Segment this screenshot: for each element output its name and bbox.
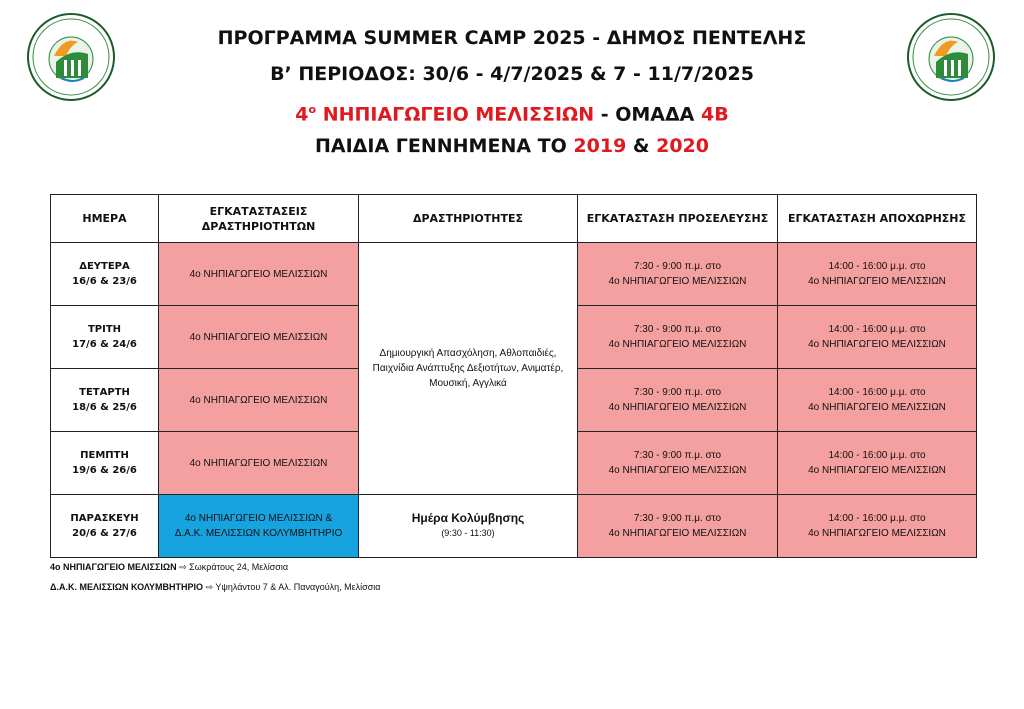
- facility-cell: 4ο ΝΗΠΙΑΓΩΓΕΙΟ ΜΕΛΙΣΣΙΩΝ: [159, 306, 359, 369]
- title-line-3: $4^o$ ΝΗΠΙΑΓΩΓΕΙΟ ΜΕΛΙΣΣΙΩΝ - ΟΜΑΔΑ 4Β: [295, 103, 729, 126]
- table-row: [51, 495, 977, 558]
- arrival-cell: 7:30 - 9:00 π.μ. στο 4ο ΝΗΠΙΑΓΩΓΕΙΟ ΜΕΛΙΣΣΙΩΝ: [578, 495, 778, 558]
- day-cell: ΤΕΤΑΡΤΗ 18/6 & 25/6: [51, 369, 159, 432]
- day-cell: ΔΕΥΤΕΡΑ 16/6 & 23/6: [51, 243, 159, 306]
- arrival-cell: 7:30 - 9:00 π.μ. στο 4ο ΝΗΠΙΑΓΩΓΕΙΟ ΜΕΛΙΣΣΙΩΝ: [578, 432, 778, 495]
- departure-cell: 14:00 - 16:00 μ.μ. στο 4ο ΝΗΠΙΑΓΩΓΕΙΟ ΜΕΛΙΣΣΙΩΝ: [778, 495, 977, 558]
- day-cell: ΤΡΙΤΗ 17/6 & 24/6: [51, 306, 159, 369]
- note-line: 4ο ΝΗΠΙΑΓΩΓΕΙΟ ΜΕΛΙΣΣΙΩΝ ⇨ Σωκράτους 24, Μελίσσια: [50, 562, 289, 572]
- header-facilities: ΕΓΚΑΤΑΣΤΑΣΕΙΣ ΔΡΑΣΤΗΡΙΟΤΗΤΩΝ: [159, 195, 359, 243]
- departure-cell: 14:00 - 16:00 μ.μ. στο 4ο ΝΗΠΙΑΓΩΓΕΙΟ ΜΕΛΙΣΣΙΩΝ: [778, 369, 977, 432]
- arrival-cell: 7:30 - 9:00 π.μ. στο 4ο ΝΗΠΙΑΓΩΓΕΙΟ ΜΕΛΙΣΣΙΩΝ: [578, 243, 778, 306]
- departure-cell: 14:00 - 16:00 μ.μ. στο 4ο ΝΗΠΙΑΓΩΓΕΙΟ ΜΕΛΙΣΣΙΩΝ: [778, 306, 977, 369]
- note-line: Δ.Α.Κ. ΜΕΛΙΣΣΙΩΝ ΚΟΛΥΜΒΗΤΗΡΙΟ ⇨ Υψηλάντου 7 & Αλ. Παναγούλη, Μελίσσια: [50, 582, 381, 592]
- day-cell: ΠΕΜΠΤΗ 19/6 & 26/6: [51, 432, 159, 495]
- arrival-cell: 7:30 - 9:00 π.μ. στο 4ο ΝΗΠΙΑΓΩΓΕΙΟ ΜΕΛΙΣΣΙΩΝ: [578, 369, 778, 432]
- facility-cell: 4ο ΝΗΠΙΑΓΩΓΕΙΟ ΜΕΛΙΣΣΙΩΝ: [159, 432, 359, 495]
- facility-cell: 4ο ΝΗΠΙΑΓΩΓΕΙΟ ΜΕΛΙΣΣΙΩΝ: [159, 369, 359, 432]
- facility-cell: 4ο ΝΗΠΙΑΓΩΓΕΙΟ ΜΕΛΙΣΣΙΩΝ: [159, 243, 359, 306]
- arrow-right-icon: ⇨: [179, 562, 187, 572]
- table-row: [51, 243, 977, 306]
- departure-cell: 14:00 - 16:00 μ.μ. στο 4ο ΝΗΠΙΑΓΩΓΕΙΟ ΜΕΛΙΣΣΙΩΝ: [778, 432, 977, 495]
- address-notes: [50, 557, 380, 597]
- header-arrival: ΕΓΚΑΤΑΣΤΑΣΗ ΠΡΟΣΕΛΕΥΣΗΣ: [578, 195, 778, 243]
- title-line-2: Β’ ΠΕΡΙΟΔΟΣ: 30/6 - 4/7/2025 & 7 - 11/7/2025: [270, 63, 754, 85]
- title-line-4: ΠΑΙΔΙΑ ΓΕΝΝΗΜΕΝΑ ΤΟ 2019 & 2020: [315, 135, 709, 157]
- document-header: [0, 26, 1024, 170]
- departure-cell: 14:00 - 16:00 μ.μ. στο 4ο ΝΗΠΙΑΓΩΓΕΙΟ ΜΕΛΙΣΣΙΩΝ: [778, 243, 977, 306]
- title-line-1: ΠΡΟΓΡΑΜΜΑ SUMMER CAMP 2025 - ΔΗΜΟΣ ΠΕΝΤΕΛΗΣ: [217, 27, 807, 49]
- header-activities: ΔΡΑΣΤΗΡΙΟΤΗΤΕΣ: [359, 195, 578, 243]
- schedule-table: [50, 194, 977, 558]
- header-departure: ΕΓΚΑΤΑΣΤΑΣΗ ΑΠΟΧΩΡΗΣΗΣ: [778, 195, 977, 243]
- header-day: ΗΜΕΡΑ: [51, 195, 159, 243]
- facility-cell: 4ο ΝΗΠΙΑΓΩΓΕΙΟ ΜΕΛΙΣΣΙΩΝ & Δ.Α.Κ. ΜΕΛΙΣΣΙΩΝ ΚΟΛΥΜΒΗΤΗΡΙΟ: [159, 495, 359, 558]
- arrow-right-icon: ⇨: [205, 582, 214, 592]
- activities-cell: Δημιουργική Απασχόληση, Αθλοπαιδιές, Παιχνίδια Ανάπτυξης Δεξιοτήτων, Ανιματέρ, Μουσική, Αγγλικά: [359, 243, 578, 495]
- arrival-cell: 7:30 - 9:00 π.μ. στο 4ο ΝΗΠΙΑΓΩΓΕΙΟ ΜΕΛΙΣΣΙΩΝ: [578, 306, 778, 369]
- day-cell: ΠΑΡΑΣΚΕΥΗ 20/6 & 27/6: [51, 495, 159, 558]
- table-header-row: [51, 195, 977, 243]
- swim-day-cell: Ημέρα Κολύμβησης (9:30 - 11:30): [359, 495, 578, 558]
